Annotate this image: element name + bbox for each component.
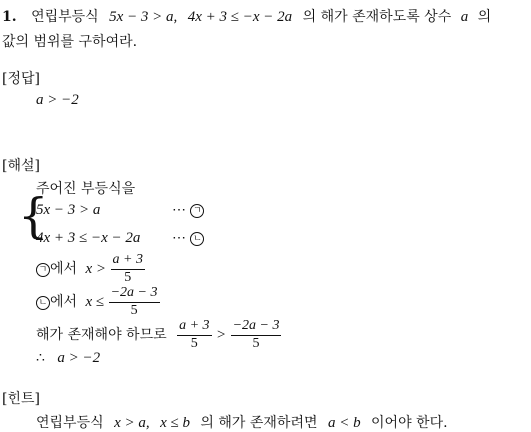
- system-line-1: 5x − 3 > a: [36, 202, 101, 218]
- answer-header: [정답]: [2, 71, 40, 87]
- system-brace: {: [18, 188, 49, 244]
- problem-line-1: [2, 6, 491, 26]
- problem-prefix: 연립부등식: [31, 9, 99, 25]
- therefore-symbol: ∴: [36, 350, 45, 366]
- step-2-prefix: 에서: [50, 294, 78, 311]
- hint-cond-1: x > a,: [114, 415, 150, 431]
- hint-prefix: 연립부등식: [36, 415, 104, 431]
- hint-suffix: 이어야 한다.: [371, 415, 448, 431]
- problem-line-2: 값의 범위를 구하여라.: [2, 34, 138, 50]
- system-mark-1: [172, 202, 204, 218]
- hint-header: [힌트]: [2, 391, 40, 407]
- solution-header: [해설]: [2, 158, 40, 174]
- step-1-fraction: [111, 253, 145, 285]
- system-mark-2: [172, 230, 204, 246]
- step-1-prefix: 에서: [50, 261, 78, 278]
- step-1-denominator: 5: [124, 269, 132, 285]
- hint-cond-3: a < b: [327, 415, 361, 431]
- step-2-denominator: 5: [130, 302, 138, 318]
- circled-mark-step-1: ㄱ: [36, 263, 50, 277]
- solution-intro: 주어진 부등식을: [36, 181, 136, 197]
- step-3-fraction-left: [177, 319, 211, 351]
- circled-mark-2: ㄴ: [190, 232, 204, 246]
- hint-line: [36, 412, 448, 432]
- step-3: [36, 319, 281, 351]
- problem-end: 의: [477, 9, 492, 25]
- problem-suffix: 의 해가 존재하도록 상수: [302, 9, 452, 25]
- step-3-numerator-left: a + 3: [177, 319, 211, 336]
- step-2: [36, 286, 160, 318]
- step-1: [36, 253, 145, 285]
- conclusion-value: a > −2: [57, 350, 101, 366]
- step-3-denominator-left: 5: [190, 335, 198, 351]
- conclusion-line: [36, 350, 100, 367]
- step-3-fraction-right: [231, 319, 282, 351]
- problem-number: 1.: [2, 9, 17, 25]
- ellipsis-2: ⋯: [172, 230, 186, 246]
- step-1-numerator: a + 3: [111, 253, 145, 270]
- step-3-text: 해가 존재해야 하므로: [36, 327, 167, 344]
- hint-cond-2: x ≤ b: [160, 415, 190, 431]
- inequality-a: 5x − 3 > a,: [109, 9, 178, 25]
- circled-mark-1: ㄱ: [190, 204, 204, 218]
- hint-middle: 의 해가 존재하려면: [200, 415, 318, 431]
- step-3-numerator-right: −2a − 3: [231, 319, 282, 336]
- answer-value: a > −2: [36, 92, 79, 108]
- step-3-denominator-right: 5: [252, 335, 260, 351]
- system-line-2: 4x + 3 ≤ −x − 2a: [36, 230, 141, 246]
- circled-mark-step-2: ㄴ: [36, 296, 50, 310]
- ellipsis-1: ⋯: [172, 202, 186, 218]
- constant-a: a: [460, 9, 469, 25]
- step-2-fraction: [109, 286, 160, 318]
- step-3-operator: >: [215, 327, 227, 344]
- step-2-lhs: x ≤: [85, 294, 105, 311]
- step-2-numerator: −2a − 3: [109, 286, 160, 303]
- inequality-b: 4x + 3 ≤ −x − 2a: [187, 9, 293, 25]
- step-1-lhs: x >: [85, 261, 107, 278]
